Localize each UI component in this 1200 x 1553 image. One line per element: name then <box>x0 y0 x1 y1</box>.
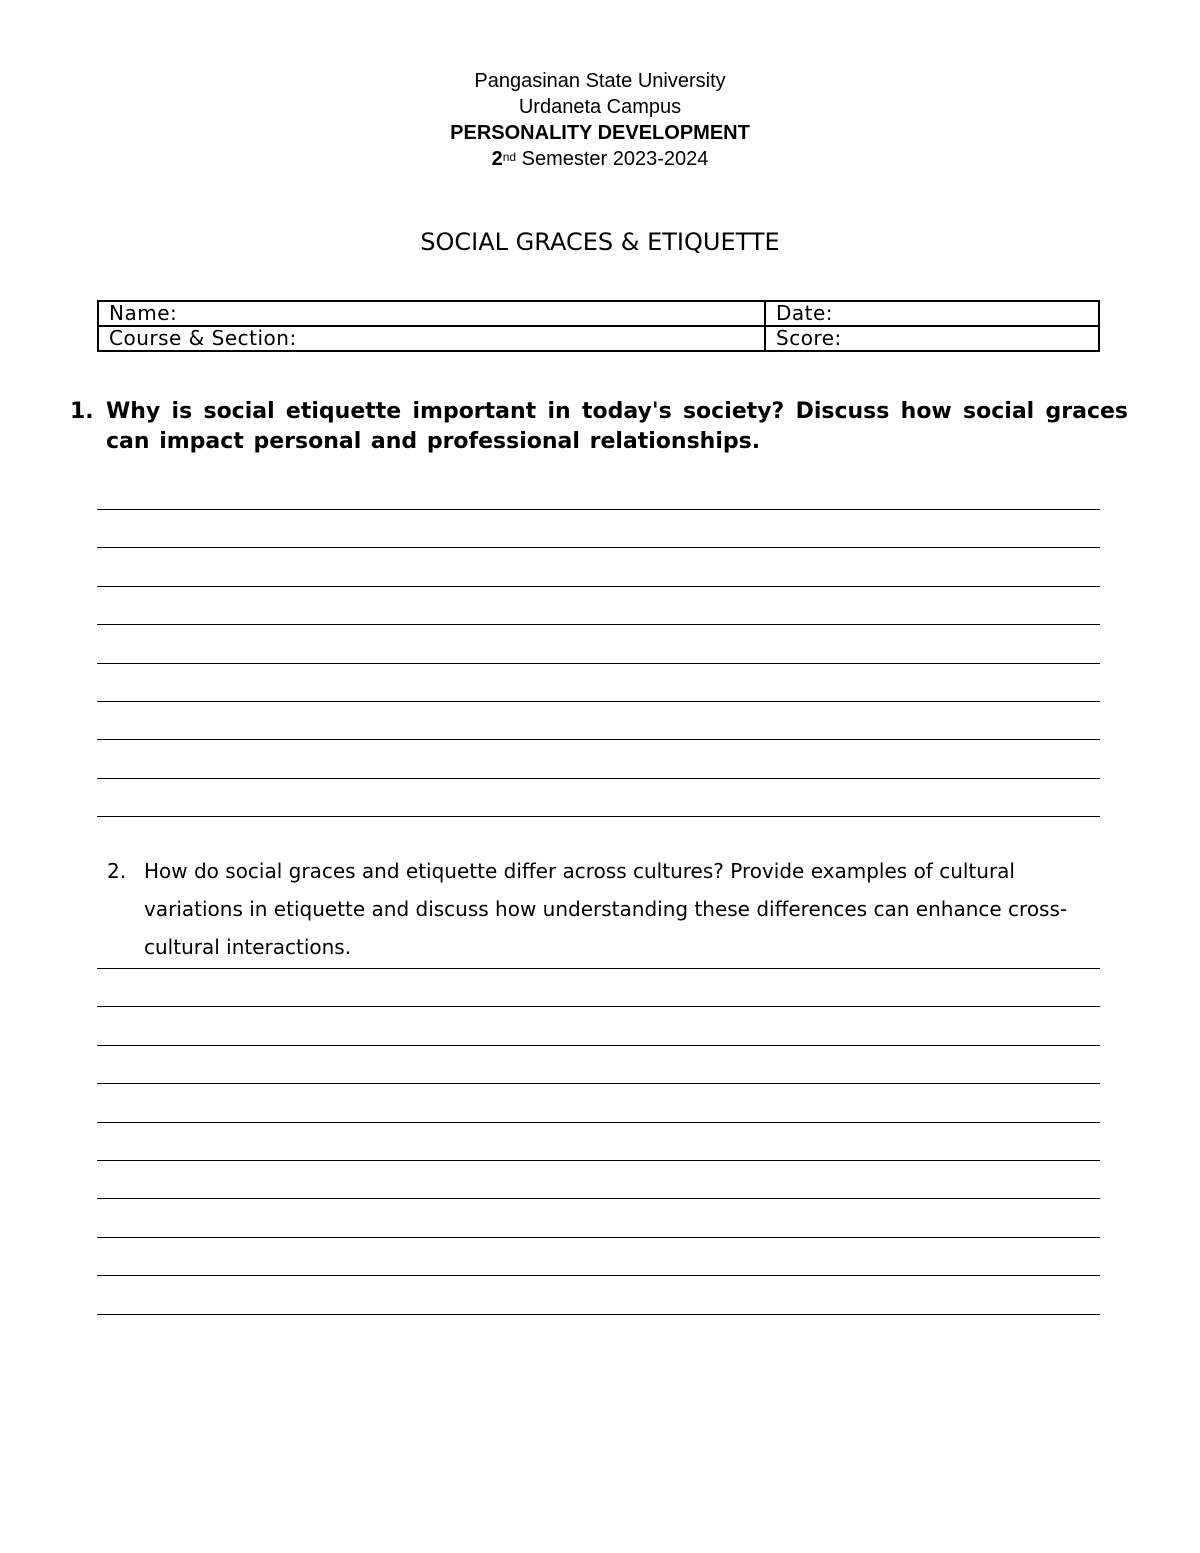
answer-line[interactable] <box>97 547 1100 548</box>
question-1 <box>70 397 1128 457</box>
document-header <box>0 68 1200 172</box>
question-1-number: 1. <box>70 399 94 424</box>
answer-line[interactable] <box>97 968 1100 969</box>
name-cell[interactable] <box>98 301 765 326</box>
semester-suffix: nd <box>502 150 517 164</box>
question-1-text: Why is social etiquette important in today's society? Discuss how social graces can impact personal and professional relationships. <box>106 399 1128 454</box>
answer-line[interactable] <box>97 1275 1100 1276</box>
score-cell[interactable] <box>765 326 1099 351</box>
answer-line[interactable] <box>97 778 1100 779</box>
answer-line[interactable] <box>97 1237 1100 1238</box>
university-name: Pangasinan State University <box>474 70 726 92</box>
answer-line[interactable] <box>97 1122 1100 1123</box>
question-2-number: 2. <box>107 859 127 883</box>
answer-line[interactable] <box>97 816 1100 817</box>
answer-line[interactable] <box>97 1045 1100 1046</box>
answer-line[interactable] <box>97 663 1100 664</box>
answer-line[interactable] <box>97 1006 1100 1007</box>
campus-name: Urdaneta Campus <box>518 96 682 118</box>
semester-line <box>0 146 1200 172</box>
question-2-text: How do social graces and etiquette differ across cultures? Provide examples of cultural variations in etiquette and discuss how understanding these differences can enhance cross-cultural interactions. <box>144 859 1068 959</box>
semester-number: 2 <box>491 148 503 170</box>
answer-line[interactable] <box>97 624 1100 625</box>
date-cell[interactable] <box>765 301 1099 326</box>
student-info-table <box>97 300 1100 352</box>
answer-line[interactable] <box>97 1198 1100 1199</box>
answer-line[interactable] <box>97 739 1100 740</box>
semester-text: Semester 2023-2024 <box>516 148 709 170</box>
info-row-course <box>98 326 1099 351</box>
course-section-label: Course & Section: <box>109 326 297 350</box>
worksheet-title: SOCIAL GRACES & ETIQUETTE <box>420 228 780 256</box>
name-label: Name: <box>109 301 178 325</box>
course-section-cell[interactable] <box>98 326 765 351</box>
answer-line[interactable] <box>97 701 1100 702</box>
score-label: Score: <box>776 326 842 350</box>
date-label: Date: <box>776 301 834 325</box>
course-title: PERSONALITY DEVELOPMENT <box>450 122 750 144</box>
answer-line[interactable] <box>97 1160 1100 1161</box>
answer-line[interactable] <box>97 1314 1100 1315</box>
answer-line[interactable] <box>97 586 1100 587</box>
answer-line[interactable] <box>97 509 1100 510</box>
answer-line[interactable] <box>97 1083 1100 1084</box>
info-row-name <box>98 301 1099 326</box>
question-2 <box>107 852 1097 966</box>
